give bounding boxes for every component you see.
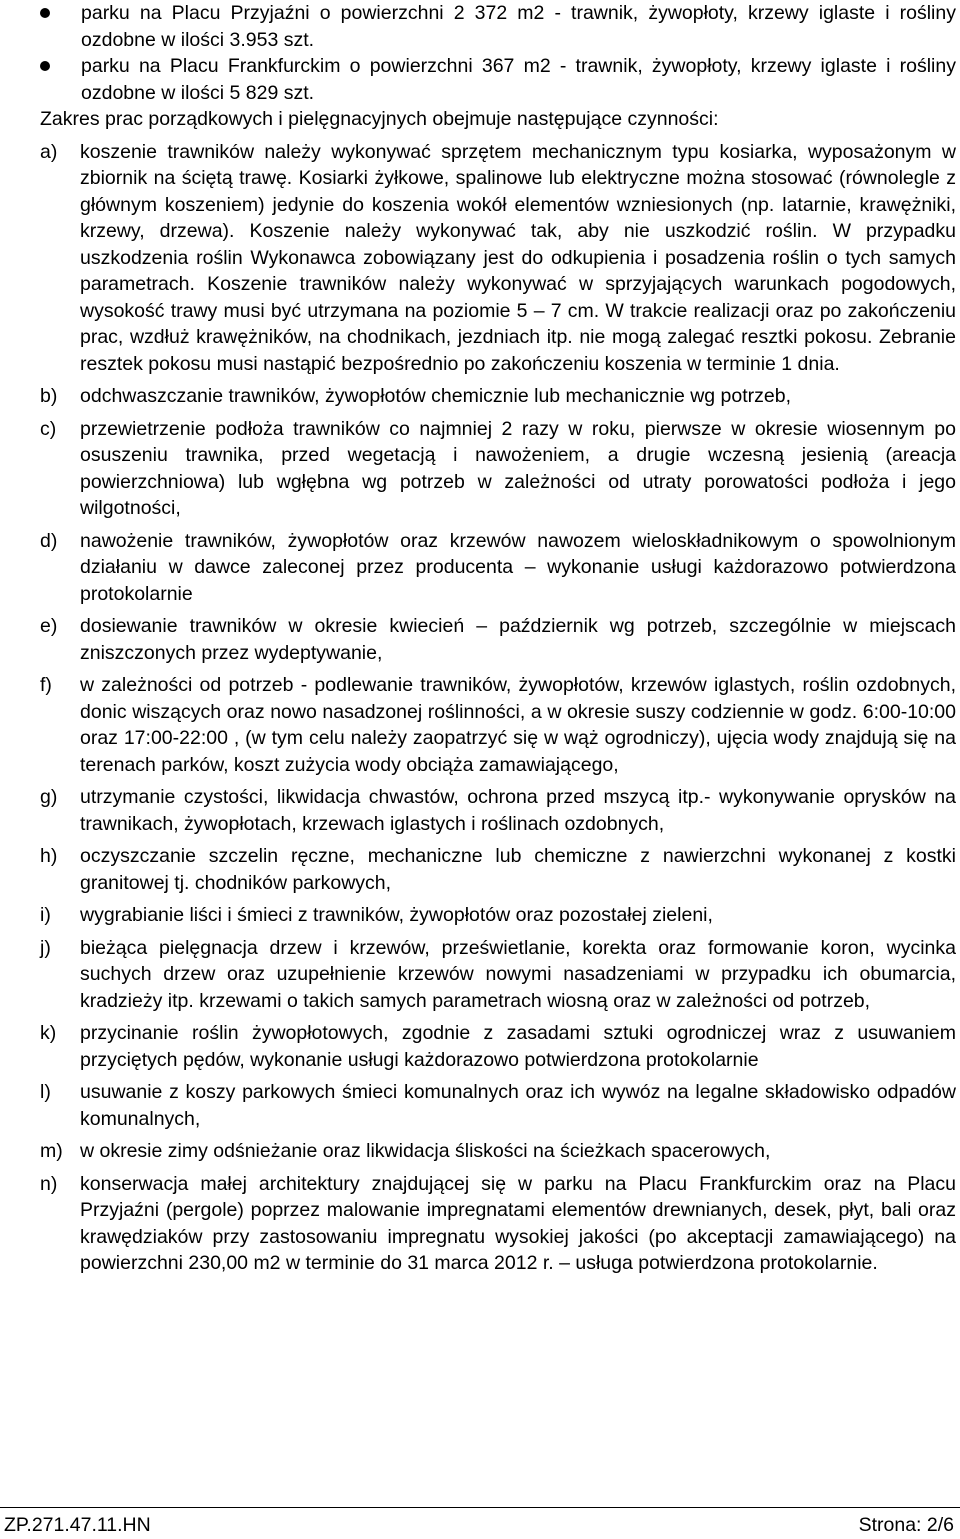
item-text: wygrabianie liści i śmieci z trawników, żywopłotów oraz pozostałej zieleni,: [80, 904, 713, 926]
item-text: koszenie trawników należy wykonywać sprzętem mechanicznym typu kosiarka, wyposażonym w zbiornik na ściętą trawę. Kosiarki żyłkowe, spalinowe lub elektryczne można stosować (równolegle z głównym koszeniem) jedynie do koszenia wokół elementów wzniesionych (np. latarnie, krawężniki, krzewy, drzewa). Koszenie należy wykonywać tak, aby nie uszkodzić roślin. W przypadku uszkodzenia roślin Wykonawca zobowiązany jest do odkupienia i posadzenia roślin o tych samych parametrach. Koszenie trawników należy wykonywać w sprzyjających warunkach pogodowych, wysokość trawy musi być utrzymana na poziomie 5 – 7 cm. W trakcie realizacji oraz po zakończeniu prac, wzdłuż krawężników, na chodnikach, jezdniach itp. nie mogą zalegać resztki pokosu. Zebranie resztek pokosu musi nastąpić bezpośrednio po zakończeniu koszenia w terminie 1 dnia.: [80, 140, 956, 375]
document-page: [40, 0, 956, 1277]
item-text: konserwacja małej architektury znajdującej się w parku na Placu Frankfurckim oraz na Placu Przyjaźni (pergole) poprzez malowanie impregnatami elementów drewnianych, desek, płyt, bali oraz krawędziaków przy zastosowaniu impregnatu wysokiej jakości (po akceptacji zamawiającego) na powierzchni 230,00 m2 w terminie do 31 marca 2012 r. – usługa potwierdzona protokolarnie.: [80, 1172, 956, 1274]
item-letter: h): [40, 845, 58, 867]
item-letter: f): [40, 674, 52, 696]
task-item-e: [40, 613, 956, 666]
list-item-text: parku na Placu Przyjaźni o powierzchni 2 372 m2 - trawnik, żywopłoty, krzewy iglaste i rośliny ozdobne w ilości 3.953 szt.: [81, 2, 956, 51]
task-list-cont: [40, 784, 956, 837]
bullet-dot-icon: [40, 61, 50, 71]
task-list-cont: [40, 613, 956, 666]
item-letter: g): [40, 786, 58, 808]
item-letter: c): [40, 417, 57, 440]
task-list-cont: [40, 1079, 956, 1132]
park-list: [40, 0, 956, 106]
list-item: [40, 53, 956, 106]
task-list-cont: [40, 902, 956, 929]
item-text: nawożenie trawników, żywopłotów oraz krzewów nawozem wieloskładnikowym o spowolnionym działaniu w dawce zaleconej przez producenta – wykonanie usługi każdorazowo potwierdzona protokolarnie: [80, 529, 956, 605]
page-number: Strona: 2/6: [858, 1514, 954, 1536]
item-letter: k): [40, 1022, 57, 1044]
task-item-i: [40, 902, 956, 929]
task-list-cont: [40, 1138, 956, 1165]
item-letter: l): [40, 1081, 51, 1103]
task-item-g: [40, 784, 956, 837]
task-list-cont: [40, 843, 956, 896]
item-letter: n): [40, 1172, 58, 1195]
task-item-c: [40, 416, 956, 522]
item-text: usuwanie z koszy parkowych śmieci komunalnych oraz ich wywóz na legalne składowisko odpadów komunalnych,: [80, 1081, 956, 1130]
task-item-a: [40, 139, 956, 378]
item-letter: e): [40, 615, 58, 637]
task-item-f: [40, 672, 956, 778]
task-item-n: [40, 1171, 956, 1277]
task-item-d: [40, 528, 956, 608]
list-item: [40, 0, 956, 53]
item-text: przewietrzenie podłoża trawników co najmniej 2 razy w roku, pierwsze w okresie wiosennym po osuszeniu trawnika, przed wegetacją i nawożeniem, a drugie wczesną jesienią (areacja powierzchniowa) lub wgłębna wg potrzeb w zależności od utraty porowatości podłoża i jego wilgotności,: [80, 417, 956, 519]
task-list-cont: [40, 416, 956, 522]
item-letter: d): [40, 529, 58, 552]
task-list-cont: [40, 1171, 956, 1277]
item-letter: j): [40, 936, 51, 959]
item-letter: i): [40, 904, 51, 926]
item-text: przycinanie roślin żywopłotowych, zgodnie z zasadami sztuki ogrodniczej wraz z usuwaniem przyciętych pędów, wykonanie usługi każdorazowo potwierdzona protokolarnie: [80, 1022, 956, 1071]
task-item-l: [40, 1079, 956, 1132]
item-text: w zależności od potrzeb - podlewanie trawników, żywopłotów, krzewów iglastych, roślin ozdobnych, donic wiszących oraz nowo nasadzonej roślinności, a w okresie suszy codziennie w godz. 6:00-10:00 oraz 17:00-22:00 , (w tym celu należy zaopatrzyć się w wąż ogrodniczy), ujęcia wody znajdują się na terenach parków, koszt zużycia wody obciąża zamawiającego,: [80, 674, 956, 776]
task-item-h: [40, 843, 956, 896]
list-item-text: parku na Placu Frankfurckim o powierzchni 367 m2 - trawnik, żywopłoty, krzewy iglaste i rośliny ozdobne w ilości 5 829 szt.: [81, 55, 956, 104]
item-letter: b): [40, 385, 58, 407]
task-list-cont: [40, 672, 956, 778]
item-text: utrzymanie czystości, likwidacja chwastów, ochrona przed mszycą itp.- wykonywanie oprysków na trawnikach, żywopłotach, krzewach iglastych i roślinach ozdobnych,: [80, 786, 956, 835]
item-text: dosiewanie trawników w okresie kwiecień – październik wg potrzeb, szczególnie w miejscach zniszczonych przez wydeptywanie,: [80, 615, 956, 664]
item-text: oczyszczanie szczelin ręczne, mechaniczne lub chemiczne z nawierzchni wykonanej z kostki granitowej tj. chodników parkowych,: [80, 845, 956, 894]
item-text: w okresie zimy odśnieżanie oraz likwidacja śliskości na ścieżkach spacerowych,: [80, 1140, 771, 1162]
task-list-cont: [40, 1020, 956, 1073]
task-list-cont: [40, 383, 956, 410]
task-item-k: [40, 1020, 956, 1073]
item-letter: m): [40, 1140, 63, 1162]
bullet-dot-icon: [40, 8, 50, 18]
intro-paragraph: Zakres prac porządkowych i pielęgnacyjnych obejmuje następujące czynności:: [40, 108, 719, 130]
item-letter: a): [40, 140, 58, 163]
task-item-j: [40, 935, 956, 1015]
document-reference: ZP.271.47.11.HN: [4, 1514, 151, 1536]
task-item-m: [40, 1138, 956, 1165]
page-footer: [0, 1507, 960, 1538]
item-text: bieżąca pielęgnacja drzew i krzewów, prześwietlanie, korekta oraz formowanie koron, wycinka suchych drzew oraz uzupełnienie krzewów nowymi nasadzeniami w przypadku ich obumarcia, kradzieży itp. krzewami o takich samych parametrach wiosną oraz w zależności od potrzeb,: [80, 936, 956, 1012]
task-list-cont: [40, 935, 956, 1015]
task-list: [40, 139, 956, 378]
item-text: odchwaszczanie trawników, żywopłotów chemicznie lub mechanicznie wg potrzeb,: [80, 385, 792, 407]
task-item-b: [40, 383, 956, 410]
task-list-cont: [40, 528, 956, 608]
